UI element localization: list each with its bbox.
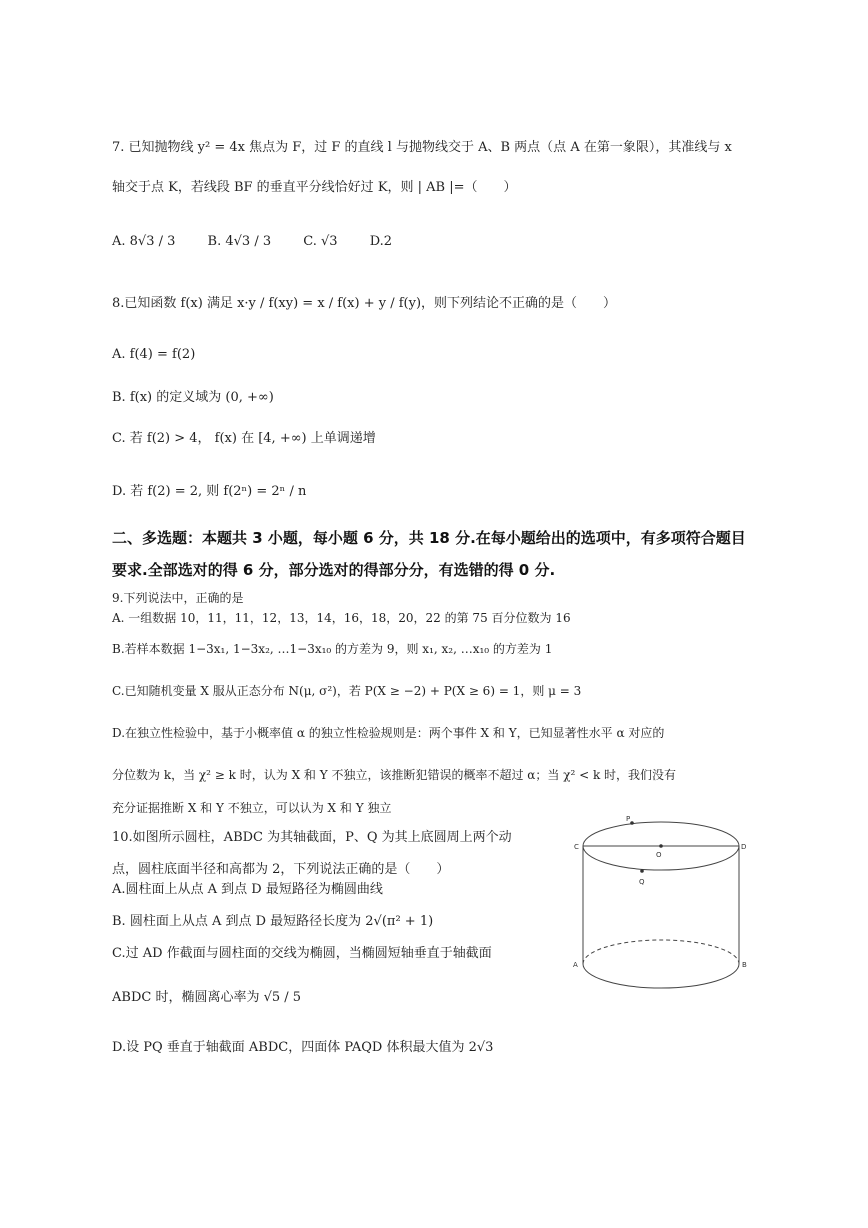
q7-option-a: A. 8√3 / 3 [112,234,176,249]
q7-option-b: B. 4√3 / 3 [207,234,272,249]
cylinder-figure [568,812,758,992]
q8-option-a: A. f(4) = f(2) [112,347,196,362]
bottom-front-arc [583,964,739,988]
q9-option-d-line3: 充分证据推断 X 和 Y 不独立，可以认为 X 和 Y 独立 [112,801,392,815]
q9-option-d-line2: 分位数为 k，当 χ² ≥ k 时，认为 X 和 Y 不独立，该推断犯错误的概率不超过 α；当 χ² < k 时，我们没有 [112,768,677,782]
label-p: P [626,815,631,823]
q9-option-c: C.已知随机变量 X 服从正态分布 N(μ, σ²)，若 P(X ≥ −2) + P(X ≥ 6) = 1，则 μ = 3 [112,684,582,698]
q10-stem-line1: 10.如图所示圆柱，ABDC 为其轴截面，P、Q 为其上底圆周上两个动 [112,830,512,845]
label-d: D [741,843,747,851]
q7-option-d: D.2 [369,234,393,249]
bottom-back-arc [583,940,739,964]
q7-stem-line1: 7. 已知抛物线 y² = 4x 焦点为 F，过 F 的直线 l 与抛物线交于 A、B 两点（点 A 在第一象限），其准线与 x [112,140,732,155]
q10-option-c-line2: ABDC 时，椭圆离心率为 √5 / 5 [112,990,302,1005]
q8-option-b: B. f(x) 的定义域为 (0, +∞) [112,390,274,405]
label-o: O [656,851,662,859]
q9-option-d-line1: D.在独立性检验中，基于小概率值 α 的独立性检验规则是：两个事件 X 和 Y，已知显著性水平 α 对应的 [112,726,665,740]
q7-stem-line2: 轴交于点 K，若线段 BF 的垂直平分线恰好过 K，则 | AB |=（ ） [112,180,517,195]
label-a: A [573,961,578,969]
q10-option-a: A.圆柱面上从点 A 到点 D 最短路径为椭圆曲线 [112,882,383,897]
q8-option-c: C. 若 f(2) > 4， f(x) 在 [4, +∞) 上单调递增 [112,431,376,446]
label-c: C [574,843,579,851]
q7-options [112,234,420,250]
section2-header-line1: 二、多选题：本题共 3 小题，每小题 6 分，共 18 分.在每小题给出的选项中，有多项符合题目 [112,529,746,547]
q10-option-b: B. 圆柱面上从点 A 到点 D 最短路径长度为 2√(π² + 1) [112,914,434,929]
q9-option-b: B.若样本数据 1−3x₁, 1−3x₂, …1−3x₁₀ 的方差为 9，则 x₁, x₂, …x₁₀ 的方差为 1 [112,642,553,656]
section2-header-line2: 要求.全部选对的得 6 分，部分选对的得部分分，有选错的得 0 分. [112,561,556,579]
q9-option-a: A. 一组数据 10，11，11，12，13，14，16，18，20，22 的第 75 百分位数为 16 [112,611,571,625]
q7-option-c: C. √3 [303,234,338,249]
q9-stem: 9.下列说法中，正确的是 [112,591,244,605]
q10-option-c-line1: C.过 AD 作截面与圆柱面的交线为椭圆，当椭圆短轴垂直于轴截面 [112,946,492,961]
q10-option-d: D.设 PQ 垂直于轴截面 ABDC，四面体 PAQD 体积最大值为 2√3 [112,1040,494,1055]
point-q [640,869,644,873]
q8-option-d: D. 若 f(2) = 2, 则 f(2ⁿ) = 2ⁿ / n [112,484,307,499]
point-o [659,844,663,848]
q10-stem-line2: 点，圆柱底面半径和高都为 2，下列说法正确的是（ ） [112,862,450,877]
label-b: B [742,961,747,969]
label-q: Q [639,878,645,886]
q8-stem: 8.已知函数 f(x) 满足 x·y / f(xy) = x / f(x) + y / f(y)，则下列结论不正确的是（ ） [112,296,617,311]
point-p [630,821,634,825]
